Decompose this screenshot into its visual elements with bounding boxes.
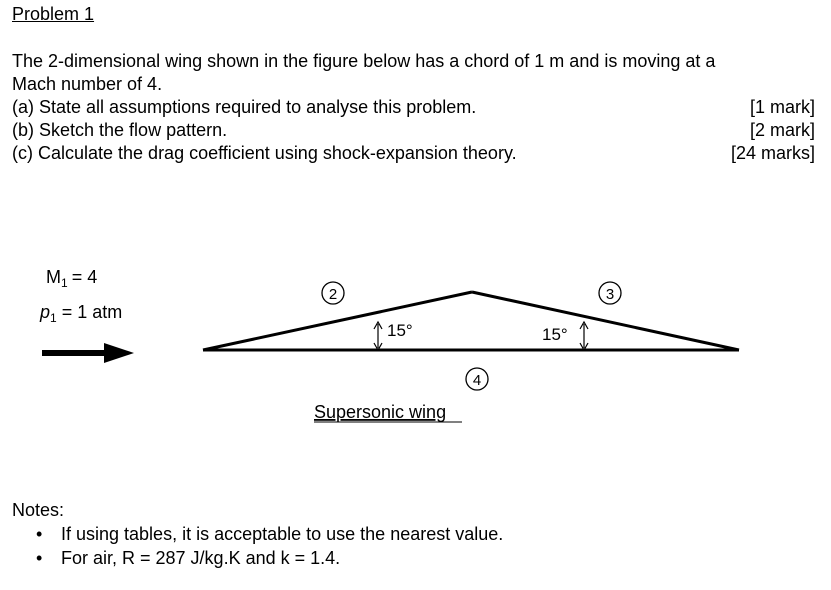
svg-text:4: 4	[472, 372, 482, 389]
question-b-marks: [2 mark]	[749, 120, 815, 140]
question-a-text: (a) State all assumptions required to analyse this problem.	[12, 97, 477, 117]
angle-marker-left	[374, 322, 382, 350]
question-a	[12, 96, 815, 119]
pressure-label: $p_1 = 1$ atm	[40, 302, 123, 325]
note-item	[36, 548, 340, 569]
svg-text:3: 3	[605, 286, 615, 303]
notes-title: Notes:	[12, 500, 65, 520]
flow-arrow-head	[104, 343, 134, 363]
region-2-marker	[322, 282, 344, 304]
question-b-text: (b) Sketch the flow pattern.	[12, 120, 228, 140]
angle-left-label: 15°	[387, 321, 413, 340]
angle-right-label: 15°	[542, 325, 568, 344]
figure-caption: Supersonic wing	[314, 402, 447, 422]
bullet-icon: •	[36, 524, 43, 544]
wing-figure	[0, 240, 831, 440]
wing-front-surface	[203, 292, 472, 350]
question-c	[12, 142, 815, 165]
question-c-marks: [24 marks]	[730, 143, 815, 163]
intro-line-1: The 2-dimensional wing shown in the figure below has a chord of 1 m and is moving at a	[12, 51, 716, 71]
note-text: For air, R = 287 J/kg.K and k = 1.4.	[61, 548, 341, 568]
region-4-marker	[466, 368, 488, 390]
angle-marker-right	[580, 322, 588, 350]
question-c-text: (c) Calculate the drag coefficient using shock-expansion theory.	[12, 143, 517, 163]
note-item	[36, 524, 503, 545]
note-text: If using tables, it is acceptable to use the nearest value.	[61, 524, 504, 544]
region-3-marker	[599, 282, 621, 304]
question-b	[12, 119, 815, 142]
problem-title: Problem 1	[12, 4, 95, 24]
question-a-marks: [1 mark]	[749, 97, 815, 117]
svg-text:2: 2	[328, 286, 338, 303]
mach-label: $M_1 = 4$	[46, 267, 98, 290]
intro-line-2: Mach number of 4.	[12, 74, 163, 94]
bullet-icon: •	[36, 548, 43, 568]
